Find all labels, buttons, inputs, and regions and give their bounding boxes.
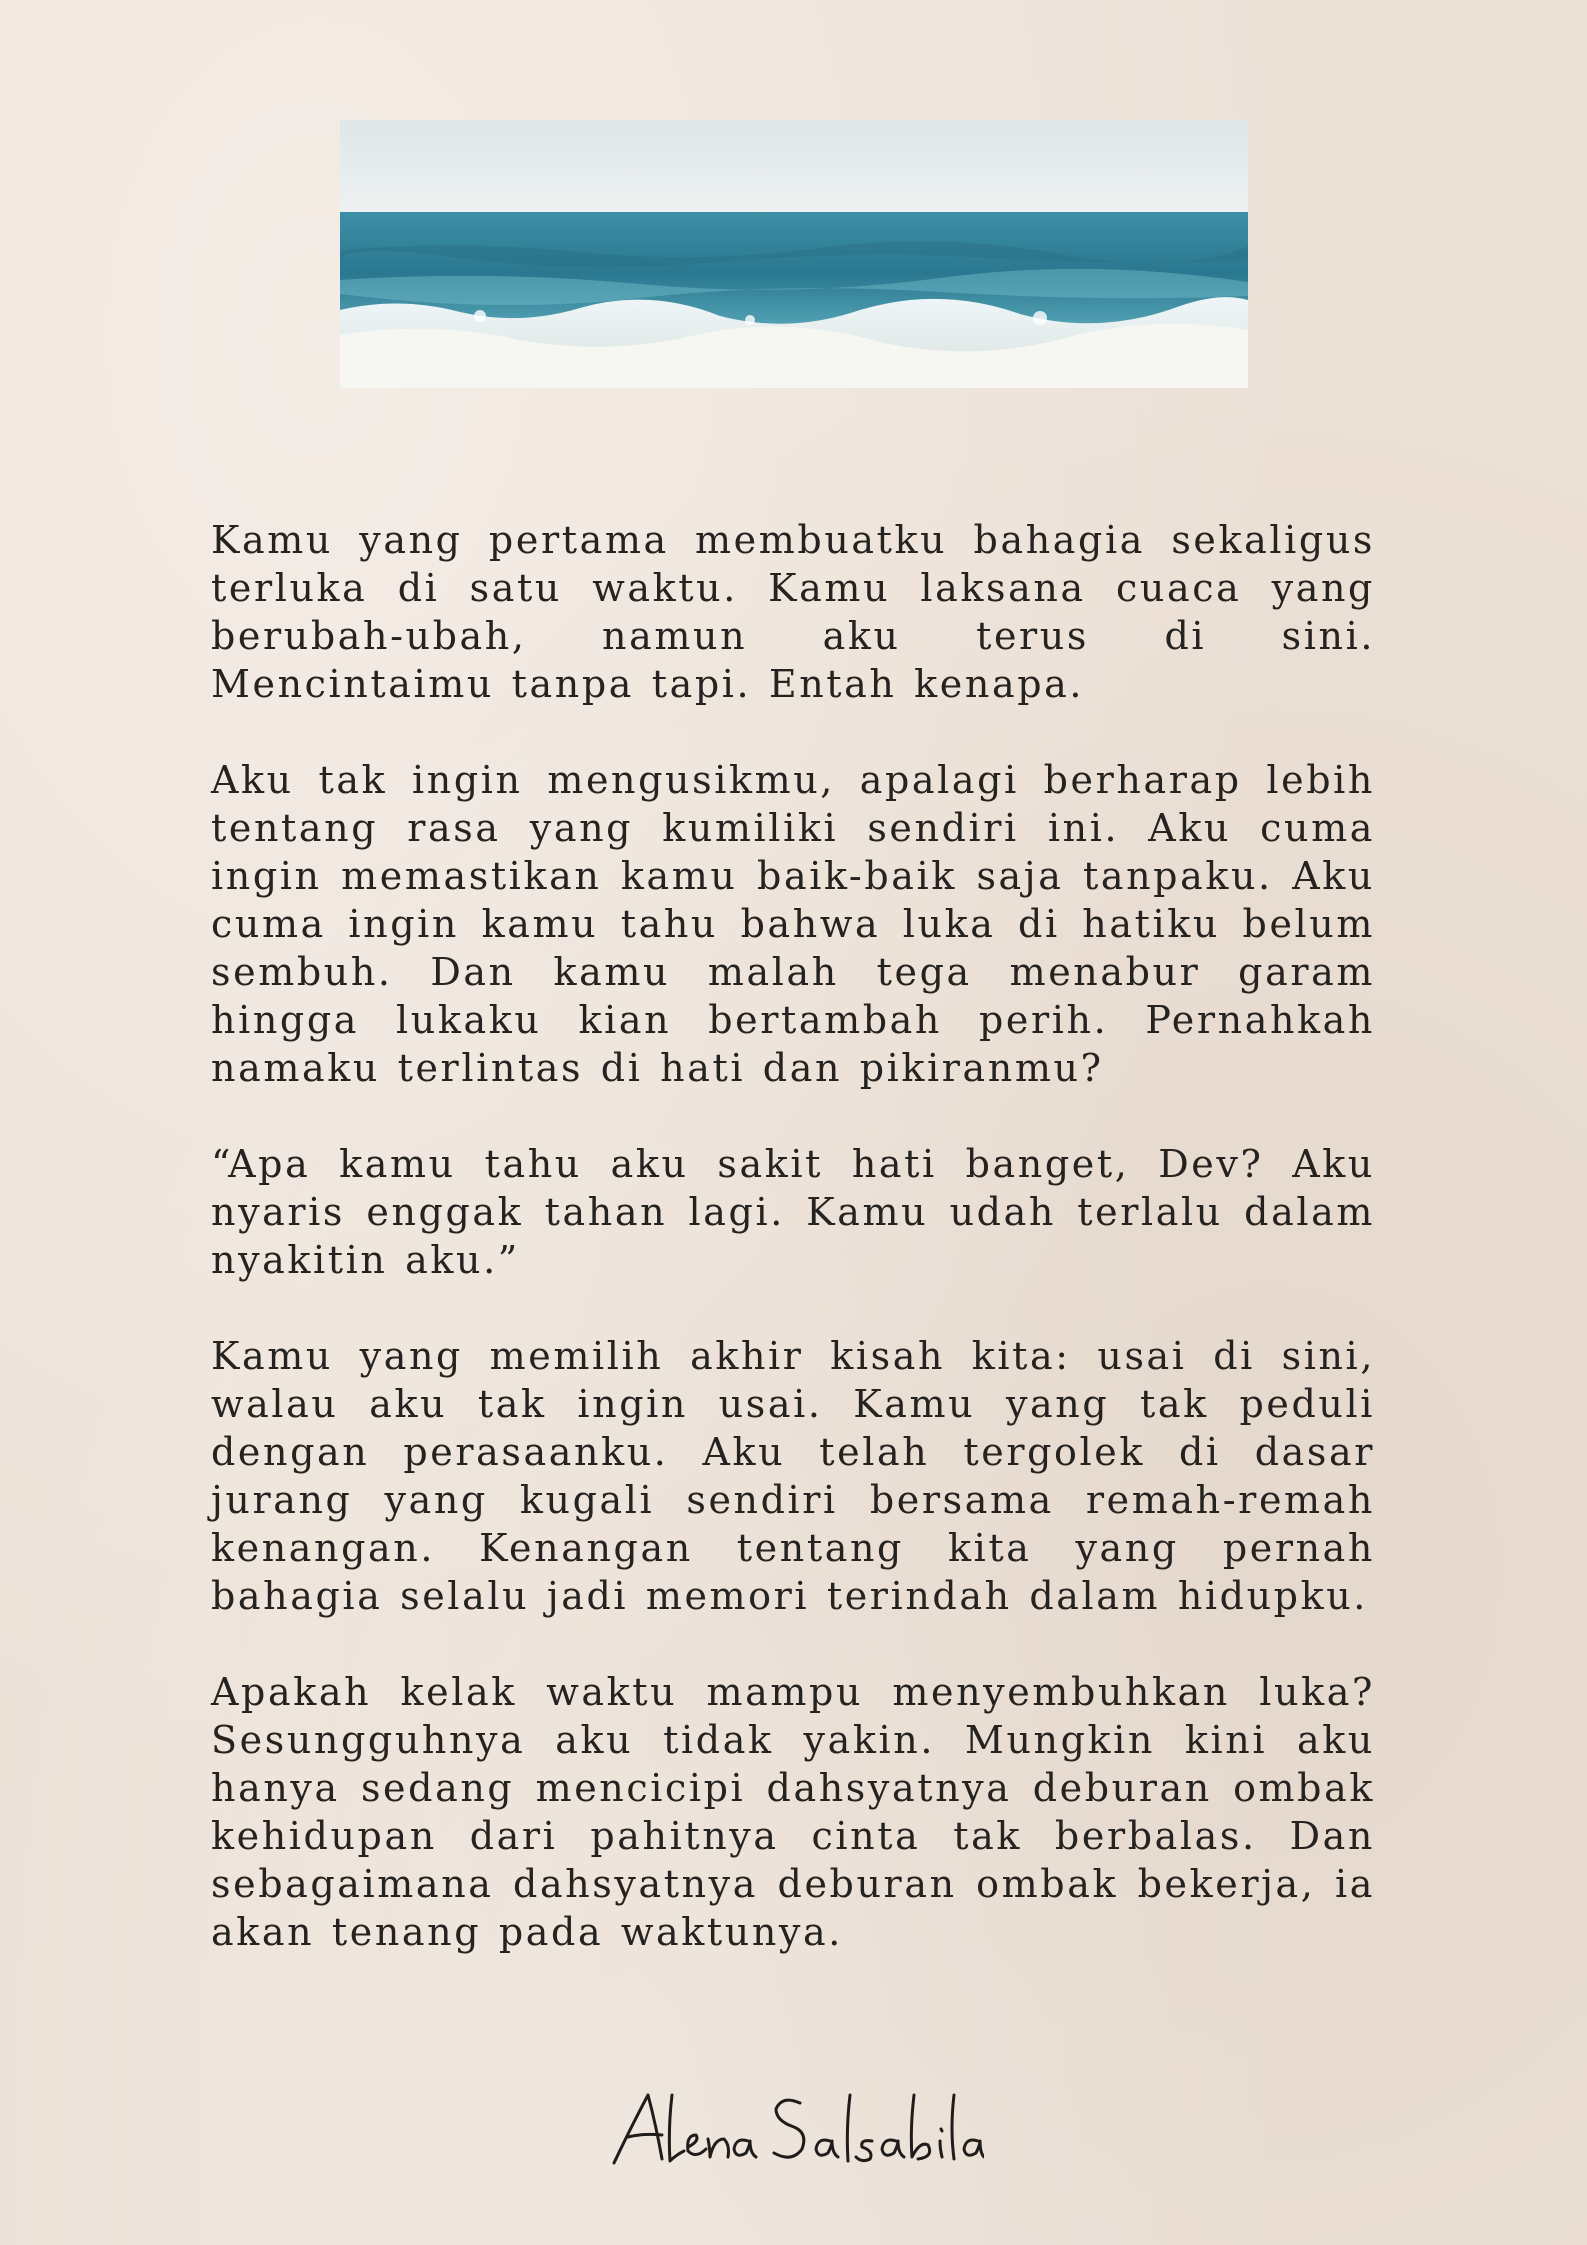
paragraph-1: Kamu yang pertama membuatku bahagia sekaligus terluka di satu waktu. Kamu laksana cuaca yang berubah-ubah, namun aku terus di sini. Mencintaimu tanpa tapi. Entah kenapa.	[211, 518, 1375, 706]
ocean-waves-photo-icon	[340, 120, 1248, 388]
signature	[0, 2085, 1587, 2179]
body-text	[211, 516, 1375, 2004]
ocean-waves-photo	[340, 120, 1248, 388]
paragraph-2: Aku tak ingin mengusikmu, apalagi berharap lebih tentang rasa yang kumiliki sendiri ini. Aku cuma ingin memastikan kamu baik-baik saja tanpaku. Aku cuma ingin kamu tahu bahwa luka di hatiku belum sembuh. Dan kamu malah tega menabur garam hingga lukaku kian bertambah perih. Pernahkah namaku terlintas di hati dan pikiranmu?	[211, 758, 1375, 1090]
paragraph-5: Apakah kelak waktu mampu menyembuhkan luka? Sesungguhnya aku tidak yakin. Mungkin kini aku hanya sedang mencicipi dahsyatnya deburan ombak kehidupan dari pahitnya cinta tak berbalas. Dan sebagaimana dahsyatnya deburan ombak bekerja, ia akan tenang pada waktunya.	[211, 1670, 1375, 1954]
handwritten-signature	[604, 2085, 984, 2175]
paragraph-3: “Apa kamu tahu aku sakit hati banget, Dev? Aku nyaris enggak tahan lagi. Kamu udah terlalu dalam nyakitin aku.”	[211, 1142, 1375, 1282]
paragraph-4: Kamu yang memilih akhir kisah kita: usai di sini, walau aku tak ingin usai. Kamu yang tak peduli dengan perasaanku. Aku telah tergolek di dasar jurang yang kugali sendiri bersama remah-remah kenangan. Kenangan tentang kita yang pernah bahagia selalu jadi memori terindah dalam hidupku.	[211, 1334, 1375, 1618]
